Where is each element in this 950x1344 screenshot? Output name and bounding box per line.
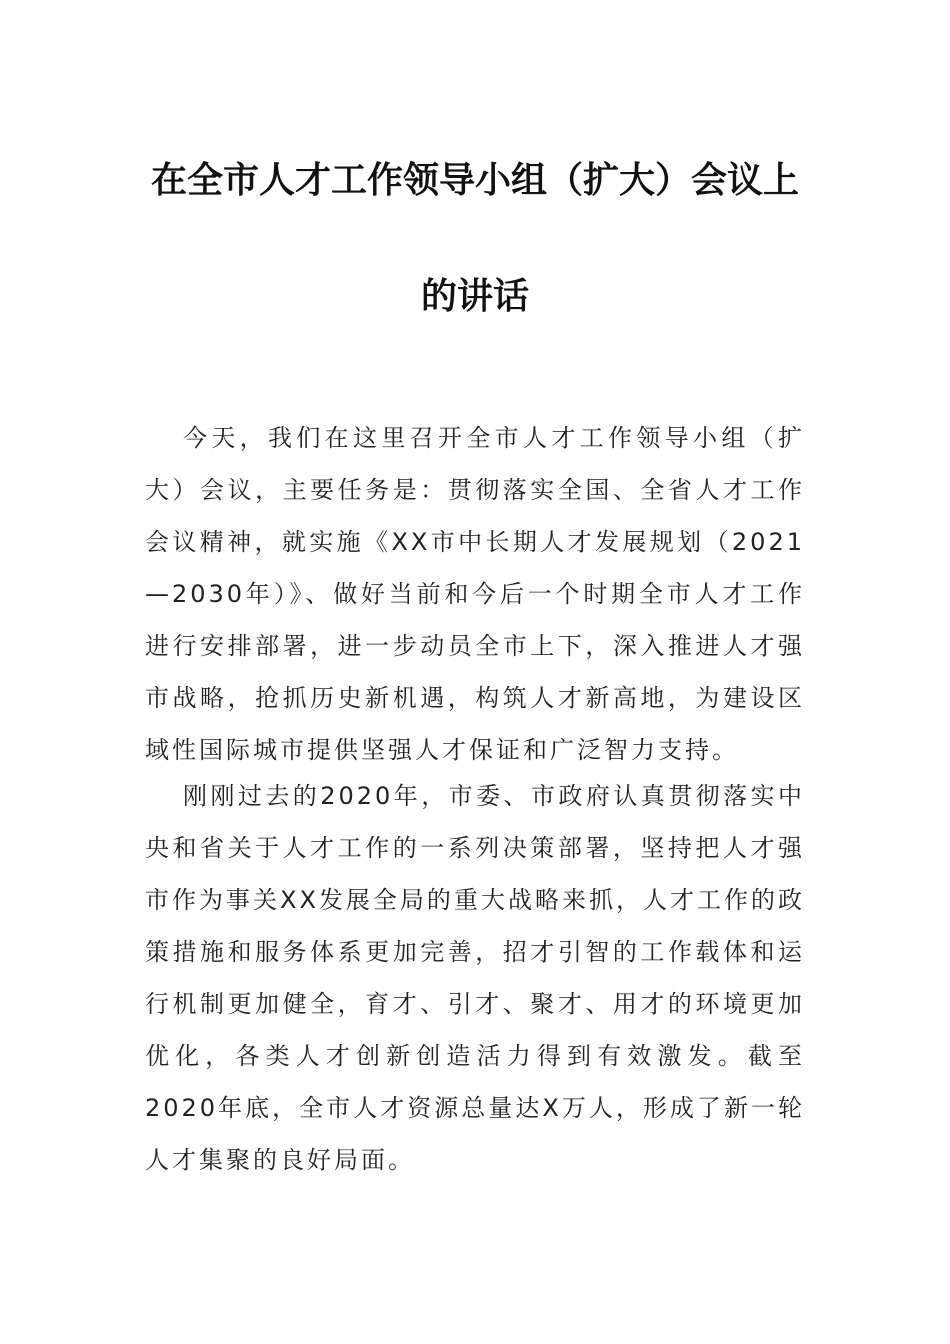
body-paragraph-1: 今天，我们在这里召开全市人才工作领导小组（扩大）会议，主要任务是：贯彻落实全国、全省人才工作会议精神，就实施《XX市中长期人才发展规划（2021—2030年）》、做好当前和今后一个时期全市人才工作进行安排部署，进一步动员全市上下，深入推进人才强市战略，抢抓历史新机遇，构筑人才新高地，为建设区域性国际城市提供坚强人才保证和广泛智力支持。 bbox=[145, 424, 805, 764]
document-title-line-2: 的讲话 bbox=[420, 275, 529, 317]
document-title-line-1: 在全市人才工作领导小组（扩大）会议上 bbox=[150, 159, 799, 201]
body-paragraph-2: 刚刚过去的2020年，市委、市政府认真贯彻落实中央和省关于人才工作的一系列决策部署，坚持把人才强市作为事关XX发展全局的重大战略来抓，人才工作的政策措施和服务体系更加完善，招才引智的工作载体和运行机制更加健全，育才、引才、聚才、用才的环境更加优化，各类人才创新创造活力得到有效激发。截至2020年底，全市人才资源总量达X万人，形成了新一轮人才集聚的良好局面。 bbox=[145, 782, 805, 1174]
